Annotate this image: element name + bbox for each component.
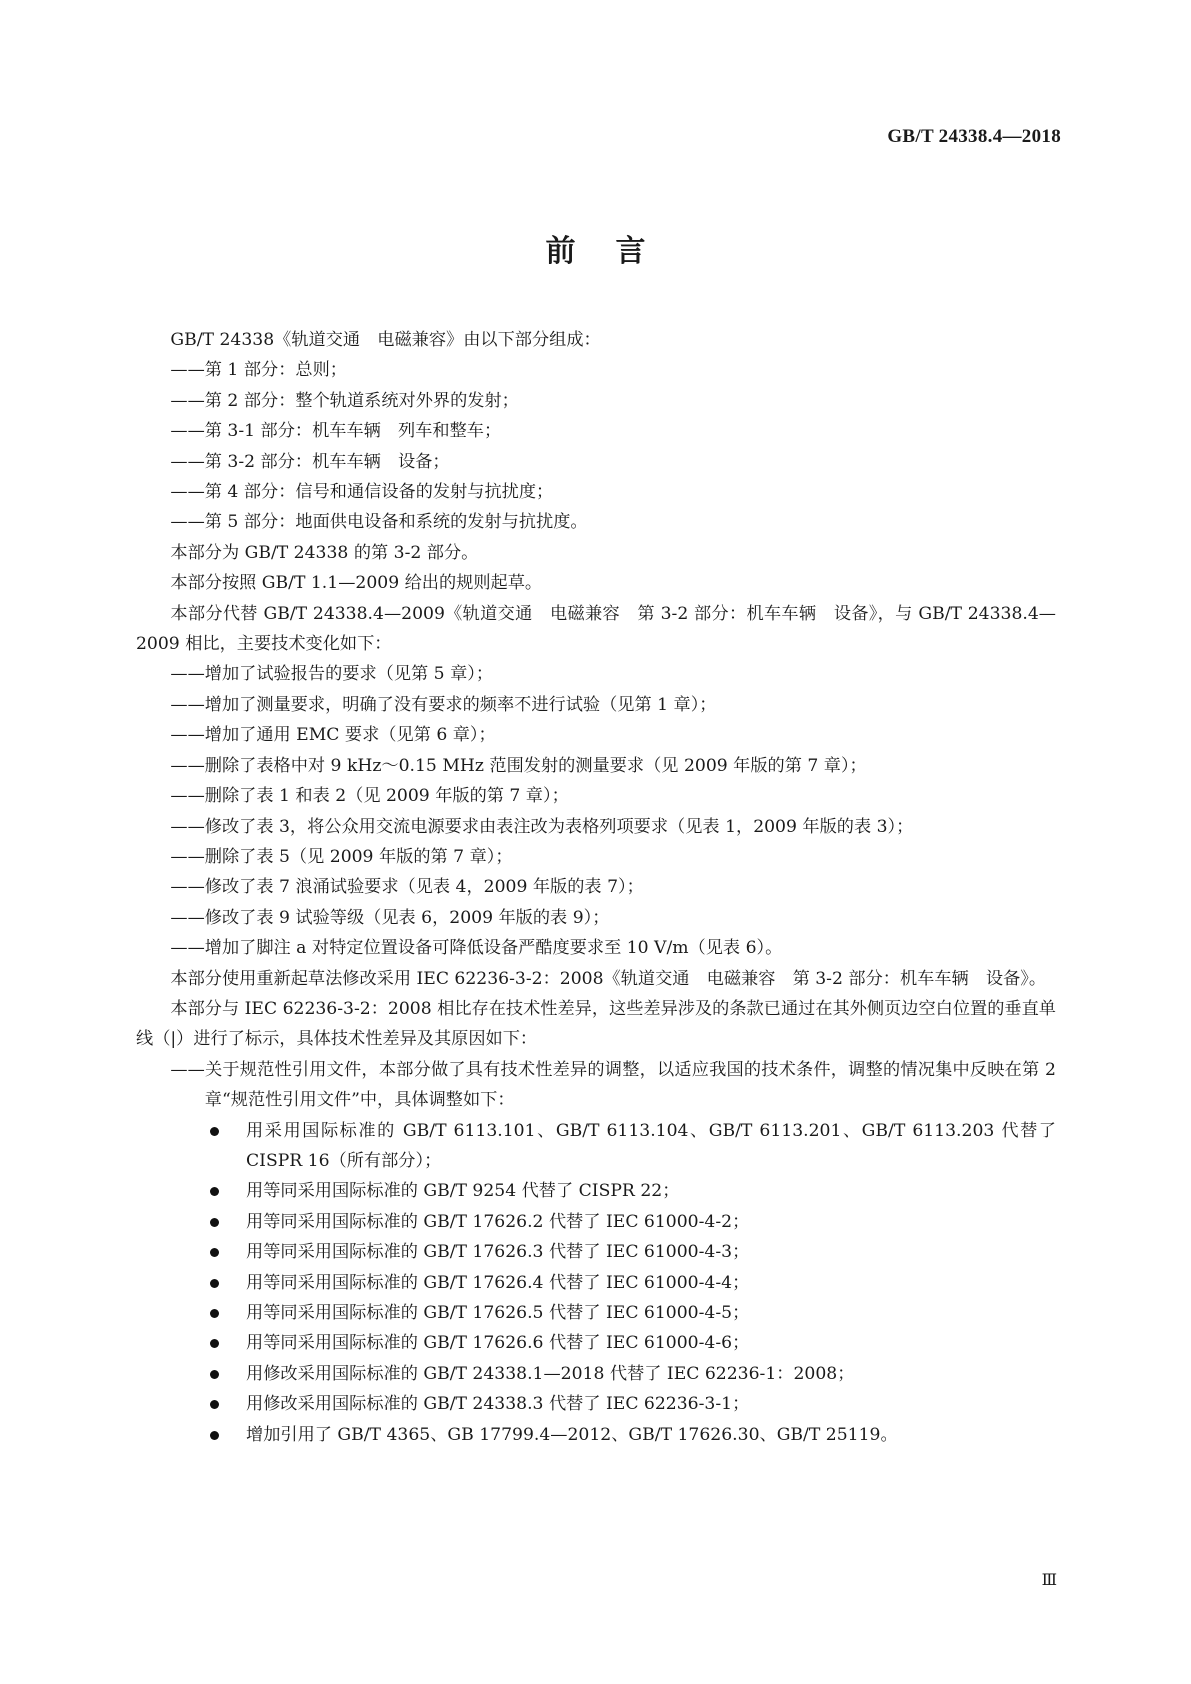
- ref-adjustment-item: [136, 1389, 1056, 1419]
- standard-number: GB/T 24338.4—2018: [887, 126, 1061, 147]
- bullet-dot-icon: [210, 1279, 219, 1288]
- change-list-item: ——增加了通用 EMC 要求（见第 6 章）；: [170, 725, 496, 746]
- bullet-dot-icon: [210, 1248, 219, 1257]
- drafting-rule-paragraph: 本部分按照 GB/T 1.1—2009 给出的规则起草。: [170, 573, 543, 594]
- part-list-item: ——第 5 部分：地面供电设备和系统的发射与抗扰度。: [170, 512, 588, 533]
- change-list-item: ——增加了测量要求，明确了没有要求的频率不进行试验（见第 1 章）；: [170, 694, 717, 715]
- ref-adjustment-item: [136, 1328, 1056, 1358]
- change-list-item: ——删除了表 5（见 2009 年版的第 7 章）；: [170, 846, 513, 867]
- ref-adjustment-item: [136, 1298, 1056, 1328]
- ref-adjustment-item: [136, 1237, 1056, 1267]
- ref-adjustment-text: 用等同采用国际标准的 GB/T 17626.4 代替了 IEC 61000-4-4；: [246, 1272, 750, 1293]
- change-list-item: ——增加了试验报告的要求（见第 5 章）；: [170, 664, 494, 685]
- ref-adjustment-text: 用修改采用国际标准的 GB/T 24338.3 代替了 IEC 62236-3-1；: [246, 1394, 750, 1415]
- page-title: 前言: [545, 234, 686, 269]
- bullet-dot-icon: [210, 1400, 219, 1409]
- replaces-paragraph: 本部分代替 GB/T 24338.4—2009《轨道交通 电磁兼容 第 3-2 部分：机车车辆 设备》，与 GB/T 24338.4—2009 相比，主要技术变化如下：: [136, 603, 1056, 655]
- document-body: [136, 325, 1056, 1450]
- part-list-item: ——第 2 部分：整个轨道系统对外界的发射；: [170, 390, 519, 411]
- change-list-item: ——增加了脚注 a 对特定位置设备可降低设备严酷度要求至 10 V/m（见表 6）。: [170, 938, 783, 959]
- ref-adjustment-item: [136, 1359, 1056, 1389]
- change-list-item: ——修改了表 9 试验等级（见表 6，2009 年版的表 9）；: [170, 907, 610, 928]
- change-list-item: ——删除了表 1 和表 2（见 2009 年版的第 7 章）；: [170, 786, 569, 807]
- part-list-item: ——第 3-2 部分：机车车辆 设备；: [170, 451, 450, 472]
- ref-adjustment-text: 用等同采用国际标准的 GB/T 17626.5 代替了 IEC 61000-4-5；: [246, 1303, 750, 1323]
- part-list-item: ——第 3-1 部分：机车车辆 列车和整车；: [170, 421, 502, 442]
- ref-adjustment-item: [136, 1176, 1056, 1206]
- ref-adjustment-item: [136, 1268, 1056, 1298]
- change-list-item: ——修改了表 3，将公众用交流电源要求由表注改为表格列项要求（见表 1，2009 年版的表 3）；: [170, 816, 914, 837]
- ref-adjustment-text: 用等同采用国际标准的 GB/T 17626.3 代替了 IEC 61000-4-3；: [246, 1242, 750, 1263]
- this-part-paragraph: 本部分为 GB/T 24338 的第 3-2 部分。: [170, 542, 479, 563]
- normative-refs-item: ——关于规范性引用文件，本部分做了具有技术性差异的调整，以适应我国的技术条件，调整的情况集中反映在第 2 章“规范性引用文件”中，具体调整如下：: [170, 1059, 1056, 1111]
- bullet-dot-icon: [210, 1187, 219, 1196]
- bullet-dot-icon: [210, 1218, 219, 1227]
- part-list-item: ——第 1 部分：总则；: [170, 360, 347, 381]
- ref-adjustment-text: 用等同采用国际标准的 GB/T 17626.2 代替了 IEC 61000-4-2；: [246, 1211, 750, 1232]
- bullet-dot-icon: [210, 1309, 219, 1318]
- bullet-dot-icon: [210, 1339, 219, 1348]
- ref-adjustment-text: 用等同采用国际标准的 GB/T 17626.6 代替了 IEC 61000-4-6；: [246, 1333, 750, 1354]
- ref-adjustment-text: 增加引用了 GB/T 4365、GB 17799.4—2012、GB/T 17626.30、GB/T 25119。: [246, 1424, 898, 1445]
- intro-paragraph: GB/T 24338《轨道交通 电磁兼容》由以下部分组成：: [170, 330, 601, 350]
- differences-paragraph: 本部分与 IEC 62236-3-2：2008 相比存在技术性差异，这些差异涉及的条款已通过在其外侧页边空白位置的垂直单线（|）进行了标示，具体技术性差异及其原因如下：: [136, 998, 1056, 1050]
- ref-adjustment-list: [136, 1116, 1056, 1450]
- bullet-dot-icon: [210, 1370, 219, 1379]
- bullet-dot-icon: [210, 1431, 219, 1440]
- change-list-item: ——删除了表格中对 9 kHz～0.15 MHz 范围发射的测量要求（见 2009 年版的第 7 章）；: [170, 755, 867, 776]
- part-list-item: ——第 4 部分：信号和通信设备的发射与抗扰度；: [170, 482, 554, 503]
- ref-adjustment-item: [136, 1116, 1056, 1177]
- ref-adjustment-text: 用采用国际标准的 GB/T 6113.101、GB/T 6113.104、GB/T 6113.201、GB/T 6113.203 代替了 CISPR 16（所有部分）；: [246, 1120, 1056, 1171]
- ref-adjustment-item: [136, 1420, 1056, 1450]
- ref-adjustment-text: 用等同采用国际标准的 GB/T 9254 代替了 CISPR 22；: [246, 1181, 680, 1202]
- ref-adjustment-item: [136, 1207, 1056, 1237]
- adoption-paragraph: 本部分使用重新起草法修改采用 IEC 62236-3-2：2008《轨道交通 电磁兼容 第 3-2 部分：机车车辆 设备》。: [170, 968, 1047, 989]
- ref-adjustment-text: 用修改采用国际标准的 GB/T 24338.1—2018 代替了 IEC 62236-1：2008；: [246, 1363, 855, 1384]
- bullet-dot-icon: [210, 1127, 219, 1136]
- page-number: Ⅲ: [1041, 1572, 1057, 1589]
- change-list-item: ——修改了表 7 浪涌试验要求（见表 4，2009 年版的表 7）；: [170, 877, 644, 898]
